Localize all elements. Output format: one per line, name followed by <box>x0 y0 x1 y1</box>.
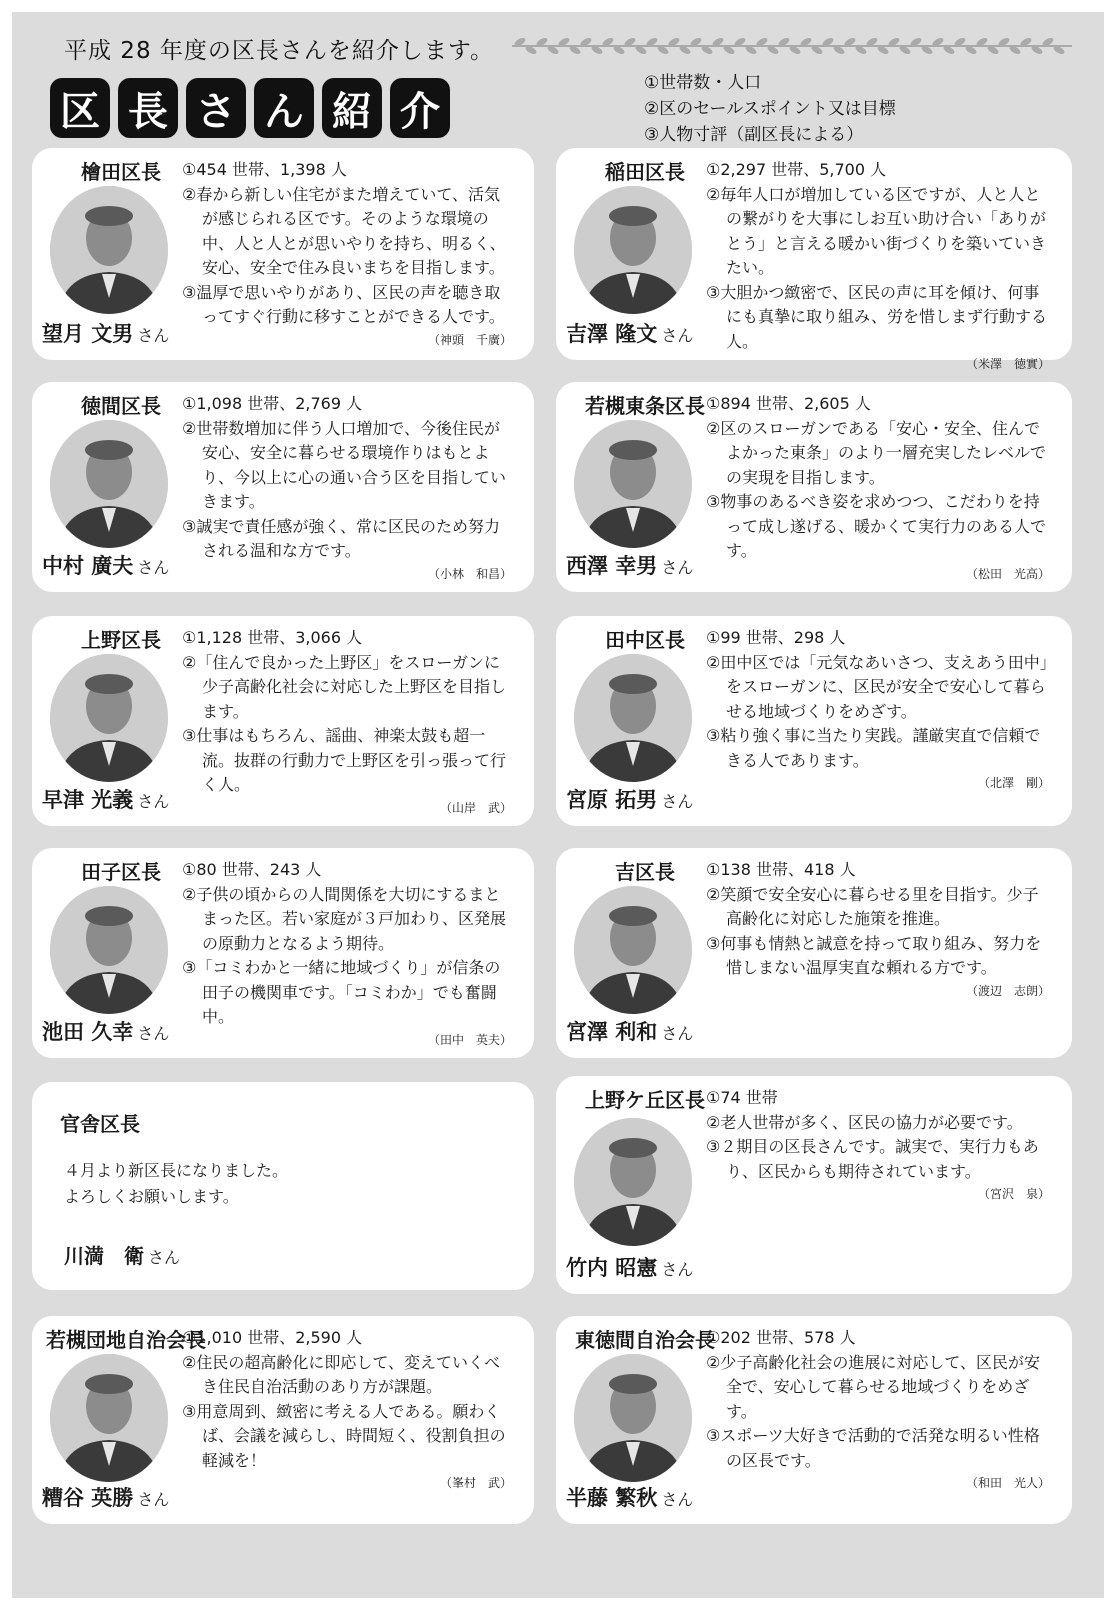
district-card <box>556 1316 1072 1524</box>
evaluator: （渡辺 志朗） <box>965 983 1050 998</box>
person-silhouette-icon <box>50 886 168 1014</box>
district-heading: 東徳間自治会長 <box>575 1328 715 1352</box>
person-name-text: 望月 文男 <box>42 322 134 346</box>
person-name-text: 竹内 昭憲 <box>566 1256 658 1280</box>
evaluator: （小林 和昌） <box>427 566 512 581</box>
profile-text <box>706 392 1054 586</box>
title-char: さ <box>186 78 246 138</box>
households-population: ①454 世帯、1,398 人 <box>182 160 347 179</box>
person-name <box>42 550 169 580</box>
intro-text: 平成 28 年度の区長さんを紹介します。 <box>64 38 495 64</box>
person-name <box>566 550 693 580</box>
review-text: ③２期目の区長さんです。誠実で、実行力もあり、区民からも期待されています。 <box>706 1137 1039 1181</box>
households-population: ①1,010 世帯、2,590 人 <box>182 1328 363 1347</box>
evaluator: （峯村 武） <box>439 1476 512 1490</box>
district-heading: 若槻東条区長 <box>585 394 705 418</box>
evaluator: （松田 光高） <box>965 566 1050 581</box>
title-char: 紹 <box>322 78 382 138</box>
personal-review <box>706 1424 1054 1473</box>
households-population: ①202 世帯、578 人 <box>706 1328 856 1347</box>
selling-point: ②区のスローガンである「安心・安全、住んでよかった東条」のより一層充実したレベルでの実現を目指します。 <box>706 418 1047 487</box>
portrait-photo <box>50 886 168 1014</box>
district-card <box>32 848 534 1058</box>
person-silhouette-icon <box>50 420 168 548</box>
district-card <box>556 382 1072 592</box>
personal-review <box>706 932 1054 981</box>
honorific: さん <box>137 326 170 345</box>
person-name <box>64 1240 180 1269</box>
profile-text <box>706 626 1054 796</box>
person-silhouette-icon <box>574 1354 692 1482</box>
person-name <box>566 318 693 348</box>
person-name-text: 池田 久幸 <box>42 1020 134 1044</box>
title-char: 介 <box>390 78 450 138</box>
selling-point: ②毎年人口が増加している区ですが、人と人との繋がりを大事にしお互い助け合い「ありがとう」と言える暖かい街づくりを築いていきたい。 <box>706 184 1047 277</box>
review-text: ③誠実で責任感が強く、常に区民のため努力される温和な方です。 <box>182 516 501 560</box>
evaluator: （和田 光人） <box>965 1476 1050 1490</box>
profile-text <box>706 858 1054 1003</box>
person-name-text: 中村 廣夫 <box>42 554 134 578</box>
person-name <box>566 1482 693 1512</box>
selling-point: ②少子高齢化社会の進展に対応して、区民が安全で、安心して暮らせる地域づくりをめざす。 <box>706 1352 1041 1421</box>
review-text: ③大胆かつ緻密で、区民の声に耳を傾け、何事にも真摯に取り組み、労を惜しまず行動する人。 <box>706 282 1047 351</box>
person-name <box>42 1016 169 1046</box>
selling-point: ②子供の頃からの人間関係を大切にするまとまった区。若い家庭が３戸加わり、区発展の原動力となるよう期待。 <box>182 884 507 953</box>
district-heading: 徳間区長 <box>81 394 161 418</box>
portrait-photo <box>574 1118 692 1246</box>
profile-text <box>182 858 516 1052</box>
message-line: ４月より新区長になりました。 <box>64 1161 289 1180</box>
selling-point: ②笑顔で安全安心に暮らせる里を目指す。少子高齢化に対応した施策を推進。 <box>706 884 1039 928</box>
selling-point: ②老人世帯が多く、区民の協力が必要です。 <box>706 1112 1023 1132</box>
person-silhouette-icon <box>574 186 692 314</box>
selling-point: ②春から新しい住宅がまた増えていて、活気が感じられる区です。そのような環境の中、人と人とが思いやりを持ち、明るく、安心、安全で住み良いまちを目指します。 <box>182 184 506 277</box>
portrait-photo <box>50 186 168 314</box>
selling-point: ②世帯数増加に伴う人口増加で、今後住民が安心、安全に暮らせる環境作りはもとより、今以上に心の通い合う区を目指していきます。 <box>182 418 507 511</box>
page-title <box>50 78 450 138</box>
profile-text <box>706 1086 1054 1207</box>
district-heading: 稲田区長 <box>605 160 685 184</box>
person-name-text: 吉澤 隆文 <box>566 322 658 346</box>
district-card <box>556 1076 1072 1294</box>
honorific: さん <box>137 1490 170 1509</box>
honorific: さん <box>661 1490 694 1509</box>
profile-text <box>182 392 516 586</box>
honorific: さん <box>661 792 694 811</box>
honorific: さん <box>661 1024 694 1043</box>
profile-text <box>182 626 516 820</box>
review-text: ③物事のあるべき姿を求めつつ、こだわりを持って成し遂げる、暖かくて実行力のある人です。 <box>706 492 1047 560</box>
households-population: ①1,098 世帯、2,769 人 <box>182 394 363 413</box>
title-char: 長 <box>118 78 178 138</box>
person-name <box>566 784 693 814</box>
district-heading: 官舎区長 <box>60 1112 140 1136</box>
message-line: よろしくお願いします。 <box>64 1187 239 1206</box>
district-heading: 吉区長 <box>615 860 675 884</box>
portrait-photo <box>574 186 692 314</box>
legend-item: ③人物寸評（副区長による） <box>644 125 864 145</box>
personal-review <box>182 1400 516 1474</box>
households-population: ①99 世帯、298 人 <box>706 628 846 647</box>
portrait-photo <box>50 420 168 548</box>
page-background <box>12 12 1104 1598</box>
households-population: ①894 世帯、2,605 人 <box>706 394 871 413</box>
personal-review <box>182 724 516 798</box>
evaluator: （宮沢 泉） <box>977 1187 1050 1201</box>
portrait-photo <box>574 886 692 1014</box>
personal-review <box>706 281 1054 355</box>
title-char: 区 <box>50 78 110 138</box>
person-silhouette-icon <box>50 186 168 314</box>
district-card <box>32 616 534 826</box>
review-text: ③粘り強く事に当たり実践。謹厳実直で信頼できる人であります。 <box>706 726 1041 770</box>
review-text: ③仕事はもちろん、謡曲、神楽太鼓も超一流。抜群の行動力で上野区を引っ張って行く人。 <box>182 726 507 794</box>
honorific: さん <box>148 1248 181 1267</box>
district-card <box>556 616 1072 826</box>
district-card <box>32 382 534 592</box>
vine-decoration <box>512 36 1072 56</box>
person-name-text: 川満 衛 <box>64 1244 144 1268</box>
profile-text <box>706 1326 1054 1496</box>
review-text: ③何事も情熱と誠意を持って取り組み、努力を惜しまない温厚実直な頼れる方です。 <box>706 933 1042 977</box>
evaluator: （北澤 剛） <box>977 776 1050 790</box>
person-silhouette-icon <box>50 1354 168 1482</box>
portrait-photo <box>574 654 692 782</box>
person-silhouette-icon <box>574 1118 692 1246</box>
portrait-photo <box>50 1354 168 1482</box>
legend <box>644 70 896 148</box>
honorific: さん <box>661 1260 694 1279</box>
profile-text <box>182 158 516 352</box>
person-name-text: 西澤 幸男 <box>566 554 658 578</box>
evaluator: （神頭 千廣） <box>427 332 512 347</box>
personal-review <box>182 281 516 330</box>
personal-review <box>706 724 1054 773</box>
selling-point: ②田中区では「元気なあいさつ、支えあう田中」をスローガンに、区民が安全で安心して暮らせる地域づくりをめざす。 <box>706 652 1048 721</box>
person-name-text: 宮澤 利和 <box>566 1020 658 1044</box>
person-name-text: 早津 光義 <box>42 788 134 812</box>
person-name-text: 宮原 拓男 <box>566 788 658 812</box>
honorific: さん <box>137 1024 170 1043</box>
person-name-text: 半藤 繁秋 <box>566 1486 658 1510</box>
portrait-photo <box>574 1354 692 1482</box>
households-population: ①74 世帯 <box>706 1088 778 1107</box>
message <box>64 1158 288 1210</box>
personal-review <box>706 490 1054 564</box>
legend-item: ①世帯数・人口 <box>644 73 762 93</box>
person-name <box>566 1016 693 1046</box>
district-card <box>32 148 534 360</box>
selling-point: ②住民の超高齢化に即応して、変えていくべき住民自治活動のあり方が課題。 <box>182 1352 501 1396</box>
person-name <box>42 318 169 348</box>
district-card <box>32 1316 534 1524</box>
district-heading: 田子区長 <box>81 860 161 884</box>
portrait-photo <box>574 420 692 548</box>
portrait-photo <box>50 654 168 782</box>
honorific: さん <box>661 558 694 577</box>
person-silhouette-icon <box>574 420 692 548</box>
evaluator: （山岸 武） <box>439 800 512 815</box>
households-population: ①138 世帯、418 人 <box>706 860 856 879</box>
district-card <box>556 148 1072 371</box>
person-name-text: 糟谷 英勝 <box>42 1486 134 1510</box>
profile-text <box>182 1326 516 1496</box>
evaluator: （田中 英夫） <box>427 1032 512 1047</box>
legend-item: ②区のセールスポイント又は目標 <box>644 99 896 119</box>
plain-card <box>32 1082 534 1290</box>
district-heading: 田中区長 <box>605 628 685 652</box>
district-heading: 上野ケ丘区長 <box>585 1088 705 1112</box>
profile-text <box>706 158 1054 377</box>
review-text: ③温厚で思いやりがあり、区民の声を聴き取ってすぐ行動に移すことができる人です。 <box>182 282 505 326</box>
selling-point: ②「住んで良かった上野区」をスローガンに少子高齢化社会に対応した上野区を目指します。 <box>182 652 507 721</box>
person-name <box>42 784 169 814</box>
review-text: ③「コミわかと一緒に地域づくり」が信条の田子の機関車です。「コミわか」でも奮闘中。 <box>182 958 501 1026</box>
honorific: さん <box>137 558 170 577</box>
district-card <box>556 848 1072 1058</box>
evaluator: （米澤 徳實） <box>965 357 1050 371</box>
review-text: ③用意周到、緻密に考える人である。願わくば、会議を減らし、時間短く、役割負担の軽減を！ <box>182 1401 506 1470</box>
person-name <box>42 1482 169 1512</box>
households-population: ①80 世帯、243 人 <box>182 860 322 879</box>
personal-review <box>182 956 516 1030</box>
district-heading: 檜田区長 <box>81 160 161 184</box>
households-population: ①2,297 世帯、5,700 人 <box>706 160 887 179</box>
personal-review <box>706 1135 1054 1184</box>
households-population: ①1,128 世帯、3,066 人 <box>182 628 363 647</box>
honorific: さん <box>661 326 694 345</box>
person-silhouette-icon <box>574 654 692 782</box>
review-text: ③スポーツ大好きで活動的で活発な明るい性格の区長です。 <box>706 1426 1040 1470</box>
district-heading: 若槻団地自治会長 <box>46 1328 206 1352</box>
person-silhouette-icon <box>574 886 692 1014</box>
personal-review <box>182 515 516 564</box>
person-name <box>566 1252 693 1282</box>
district-heading: 上野区長 <box>81 628 161 652</box>
person-silhouette-icon <box>50 654 168 782</box>
honorific: さん <box>137 792 170 811</box>
title-char: ん <box>254 78 314 138</box>
